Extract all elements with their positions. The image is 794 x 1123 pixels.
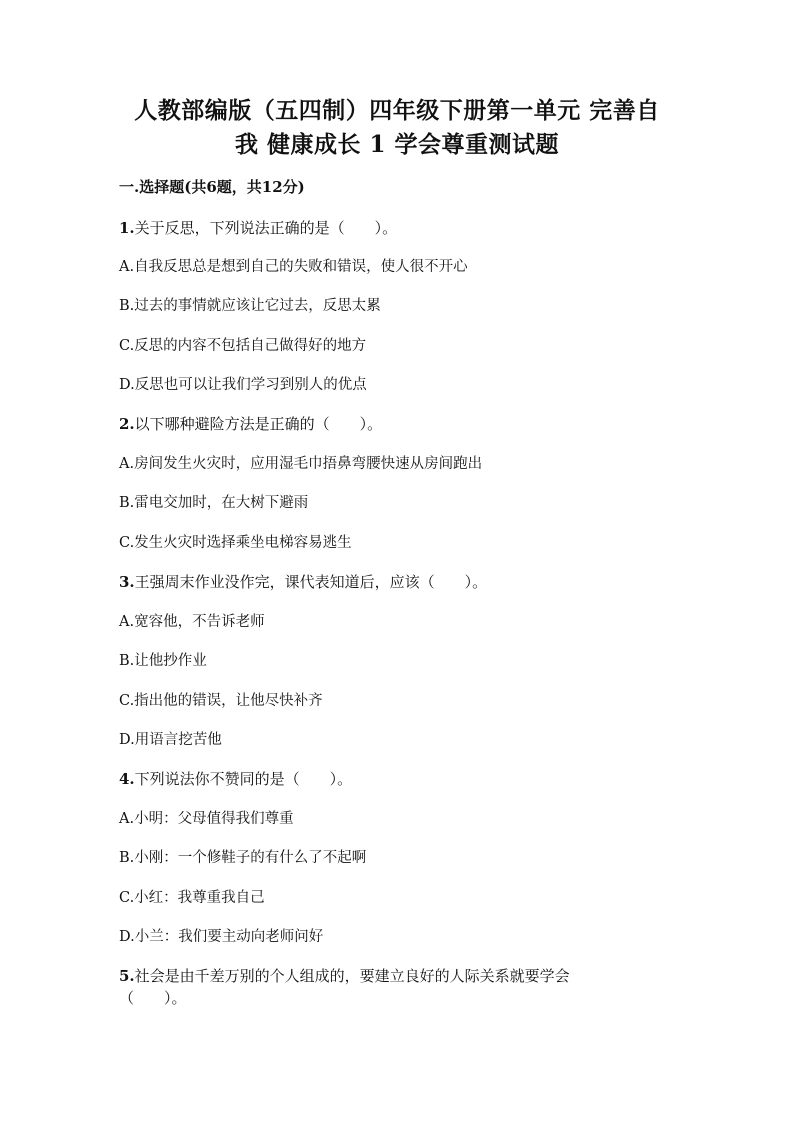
question-number: 5. bbox=[119, 967, 135, 985]
question-5 bbox=[119, 966, 570, 986]
page-title-line-1: 人教部编版（五四制）四年级下册第一单元 完善自 bbox=[134, 97, 660, 124]
question-4-option-a: A.小明：父母值得我们尊重 bbox=[119, 811, 294, 827]
question-4-option-c: C.小红：我尊重我自己 bbox=[119, 890, 265, 906]
section-heading: 一.选择题(共6题，共12分) bbox=[119, 178, 305, 196]
question-1-option-c: C.反思的内容不包括自己做得好的地方 bbox=[119, 338, 367, 354]
question-2-option-b: B.雷电交加时，在大树下避雨 bbox=[119, 495, 309, 511]
question-3-option-d: D.用语言挖苦他 bbox=[119, 732, 222, 748]
question-3-option-c: C.指出他的错误，让他尽快补齐 bbox=[119, 693, 323, 709]
question-5-continuation: （ ）。 bbox=[119, 989, 187, 1007]
question-stem: 王强周末作业没作完，课代表知道后，应该（ ）。 bbox=[134, 573, 488, 591]
question-1 bbox=[119, 218, 397, 238]
question-2-option-c: C.发生火灾时选择乘坐电梯容易逃生 bbox=[119, 535, 352, 551]
question-4 bbox=[119, 769, 352, 789]
question-stem: 以下哪种避险方法是正确的（ ）。 bbox=[134, 415, 383, 433]
question-1-option-b: B.过去的事情就应该让它过去，反思太累 bbox=[119, 298, 381, 314]
question-number: 4. bbox=[119, 770, 135, 788]
question-3 bbox=[119, 572, 487, 592]
question-number: 3. bbox=[119, 573, 135, 591]
question-1-option-a: A.自我反思总是想到自己的失败和错误，使人很不开心 bbox=[119, 259, 468, 275]
question-stem: 下列说法你不赞同的是（ ）。 bbox=[134, 770, 353, 788]
question-stem: 关于反思，下列说法正确的是（ ）。 bbox=[134, 219, 398, 237]
question-4-option-b: B.小刚：一个修鞋子的有什么了不起啊 bbox=[119, 850, 367, 866]
question-stem: 社会是由千差万别的个人组成的，要建立良好的人际关系就要学会 bbox=[134, 967, 570, 985]
question-4-option-d: D.小兰：我们要主动向老师问好 bbox=[119, 929, 324, 945]
question-3-option-a: A.宽容他，不告诉老师 bbox=[119, 614, 265, 630]
question-1-option-d: D.反思也可以让我们学习到别人的优点 bbox=[119, 377, 367, 393]
page-title-line-2: 我 健康成长 1 学会尊重测试题 bbox=[234, 131, 560, 158]
question-number: 1. bbox=[119, 219, 135, 237]
question-2-option-a: A.房间发生火灾时，应用湿毛巾捂鼻弯腰快速从房间跑出 bbox=[119, 456, 483, 472]
question-number: 2. bbox=[119, 415, 135, 433]
question-3-option-b: B.让他抄作业 bbox=[119, 653, 207, 669]
question-2 bbox=[119, 414, 382, 434]
